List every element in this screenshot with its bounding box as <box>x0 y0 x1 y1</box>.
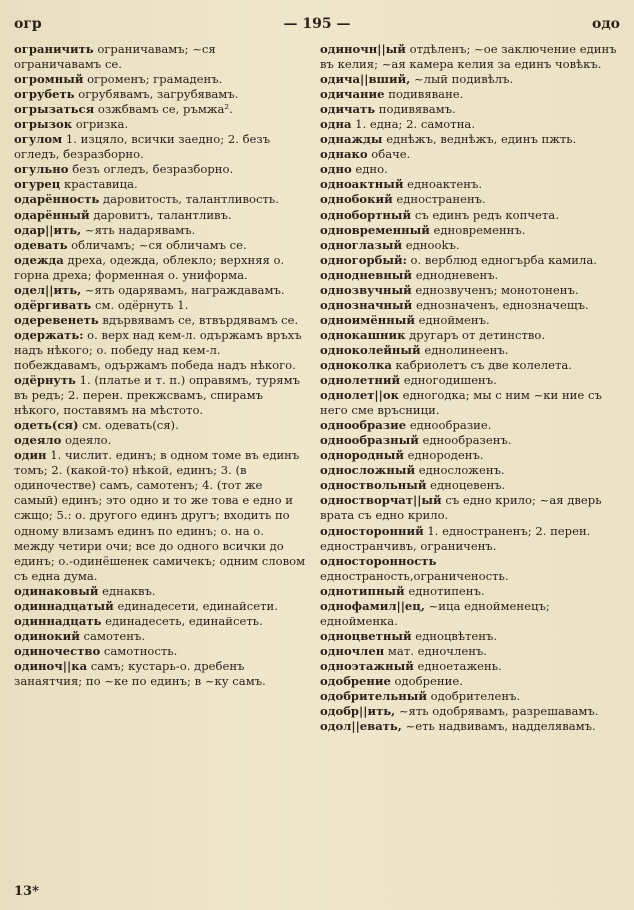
dictionary-entry: однодневный еднодневенъ. <box>320 267 499 282</box>
dictionary-entry: одёргивать см. одёрнуть 1. <box>14 297 189 312</box>
dictionary-entry: один 1. числит. единъ; в одном томе въ единъ томъ; 2. (какой-то) нѣкой, единъ; 3. (в одиночестве) самъ, самотенъ; 4. (тот же самый) единъ; это одно и то же това е едно и сжщо; 5.: о. другого единъ другъ; входить по одному влизамъ единъ по единъ; о. на о. между четири очи; все до одного всички до единъ; о.-одинёшенек самичекъ; одним словом съ една дума. <box>14 448 306 583</box>
dictionary-entry: одноактный едноактенъ. <box>320 177 483 192</box>
dictionary-entry: одиночество самотность. <box>14 643 178 658</box>
signature-mark: 13* <box>14 884 39 899</box>
dictionary-entry: одностворчат||ый съ едно крило; ~ая дверь врата съ едно крило. <box>320 493 602 523</box>
dictionary-entry: однородный еднороденъ. <box>320 448 484 463</box>
dictionary-entry: одиноч||ка самъ; кустарь-о. дребенъ занаятчия; по ~ке по единъ; в ~ку самъ. <box>14 658 266 688</box>
dictionary-entry: однотипный еднотипенъ. <box>320 583 485 598</box>
dictionary-entry: одобрительный одобрителенъ. <box>320 689 521 704</box>
dictionary-entry: огулом 1. изцяло, всички заедно; 2. безъ огледъ, безразборно. <box>14 132 271 162</box>
dictionary-entry: одиннадцать единадесеть, единайсеть. <box>14 613 263 628</box>
dictionary-entry: огрызок огризка. <box>14 117 129 132</box>
header-guide-word-left: огр <box>14 16 42 32</box>
dictionary-entry: однозначный еднозначенъ, еднозначещъ. <box>320 297 589 312</box>
dictionary-entry: однажды еднѣжъ, веднѣжъ, единъ пжть. <box>320 132 577 147</box>
dictionary-entry: одичать подивявамъ. <box>320 102 456 117</box>
dictionary-entry: однако обаче. <box>320 147 411 162</box>
left-column <box>14 42 306 689</box>
dictionary-entry: огромный огроменъ; грамаденъ. <box>14 72 223 87</box>
dictionary-entry: односторонность едностраность,ограниченость. <box>320 553 509 583</box>
dictionary-entry: одинаковый еднаквъ. <box>14 583 156 598</box>
dictionary-entry: одел||ить, ~ять одарявамъ, награждавамъ. <box>14 282 285 297</box>
dictionary-entry: одича||вший, ~лый подивѣлъ. <box>320 72 514 87</box>
dictionary-entry: огрубеть огрубявамъ, загрубявамъ. <box>14 87 239 102</box>
dictionary-entry: одночлен мат. едночленъ. <box>320 643 487 658</box>
dictionary-entry: однообразный еднообразенъ. <box>320 433 512 448</box>
dictionary-entry: однофамил||ец, ~ица еднойменецъ; еднойменка. <box>320 598 550 628</box>
dictionary-entry: однозвучный еднозвученъ; монотоненъ. <box>320 282 579 297</box>
dictionary-entry: одол||евать, ~еть надвивамъ, надделявамъ. <box>320 719 596 734</box>
dictionary-entry: одеяло одеяло. <box>14 433 112 448</box>
dictionary-entry: ограничить ограничавамъ; ~ся ограничавамъ се. <box>14 42 216 72</box>
header-guide-word-right: одо <box>591 16 620 32</box>
dictionary-entry: огульно безъ огледъ, безразборно. <box>14 162 234 177</box>
dictionary-entry: однолетний едногодишенъ. <box>320 373 497 388</box>
dictionary-entry: одеревенеть вдървявамъ се, втвърдявамъ се. <box>14 312 299 327</box>
dictionary-entry: одноимённый еднойменъ. <box>320 312 490 327</box>
right-column <box>320 42 618 734</box>
dictionary-entry: одарённый даровитъ, талантливъ. <box>14 207 232 222</box>
dictionary-entry: одар||ить, ~ять надарявамъ. <box>14 222 196 237</box>
dictionary-entry: одежда дреха, одежда, облекло; верхняя о. горна дреха; форменная о. униформа. <box>14 252 285 282</box>
dictionary-entry: одёрнуть 1. (платье и т. п.) оправямъ, турямъ въ редъ; 2. перен. прекжсвамъ, спирамъ нѣкого, поставямъ на мѣстото. <box>14 373 300 418</box>
dictionary-entry: одиннадцатый единадесети, единайсети. <box>14 598 278 613</box>
dictionary-entry: одиночн||ый отдѣленъ; ~ое заключение единъ въ келия; ~ая камера келия за единъ човѣкъ. <box>320 42 617 72</box>
dictionary-entry: одногорбый: о. верблюд едногърба камила. <box>320 252 597 267</box>
dictionary-entry: односложный едносложенъ. <box>320 463 505 478</box>
dictionary-entry: одна 1. една; 2. самотна. <box>320 117 476 132</box>
dictionary-entry: одинокий самотенъ. <box>14 628 146 643</box>
dictionary-entry: одноколейный еднолинеенъ. <box>320 342 509 357</box>
dictionary-entry: однокашник другаръ от детинство. <box>320 327 546 342</box>
dictionary-entry: одноцветный едноцвѣтенъ. <box>320 628 498 643</box>
page-header <box>14 12 620 36</box>
dictionary-entry: одноглазый еднооkъ. <box>320 237 460 252</box>
dictionary-entry: однобокий едностраненъ. <box>320 192 486 207</box>
dictionary-entry: односторонний 1. едностраненъ; 2. перен. едностранчивъ, ограниченъ. <box>320 523 591 553</box>
dictionary-entry: одноколка кабриолетъ съ две колелета. <box>320 357 572 372</box>
page-number: — 195 — <box>283 16 351 32</box>
dictionary-entry: одноэтажный едноетажень. <box>320 658 502 673</box>
dictionary-entry: одержать: о. верх над кем-л. одържамъ връхъ надъ нѣкого; о. победу над кем-л. побеждавамъ, одържамъ победа надъ нѣкого. <box>14 327 302 372</box>
dictionary-entry: огурец краставица. <box>14 177 138 192</box>
dictionary-entry: одновременный едновременнъ. <box>320 222 526 237</box>
dictionary-entry: одеть(ся) см. одевать(ся). <box>14 418 179 433</box>
dictionary-entry: одарённость даровитость, талантливость. <box>14 192 279 207</box>
dictionary-entry: одевать обличамъ; ~ся обличамъ се. <box>14 237 247 252</box>
dictionary-entry: одобрение одобрение. <box>320 673 463 688</box>
dictionary-entry: одобр||ить, ~ять одобрявамъ, разрешавамъ. <box>320 704 599 719</box>
dictionary-entry: одичание подивяване. <box>320 87 464 102</box>
dictionary-entry: однобортный съ единъ редъ копчета. <box>320 207 559 222</box>
dictionary-entry: однообразие еднообразие. <box>320 418 492 433</box>
dictionary-entry: однолет||ок едногодка; мы с ним ~ки ние съ него сме връсници. <box>320 388 602 418</box>
dictionary-entry: одно едно. <box>320 162 388 177</box>
dictionary-entry: одноствольный едноцевенъ. <box>320 478 506 493</box>
dictionary-entry: огрызаться озжбвамъ се, ръмжа². <box>14 102 233 117</box>
